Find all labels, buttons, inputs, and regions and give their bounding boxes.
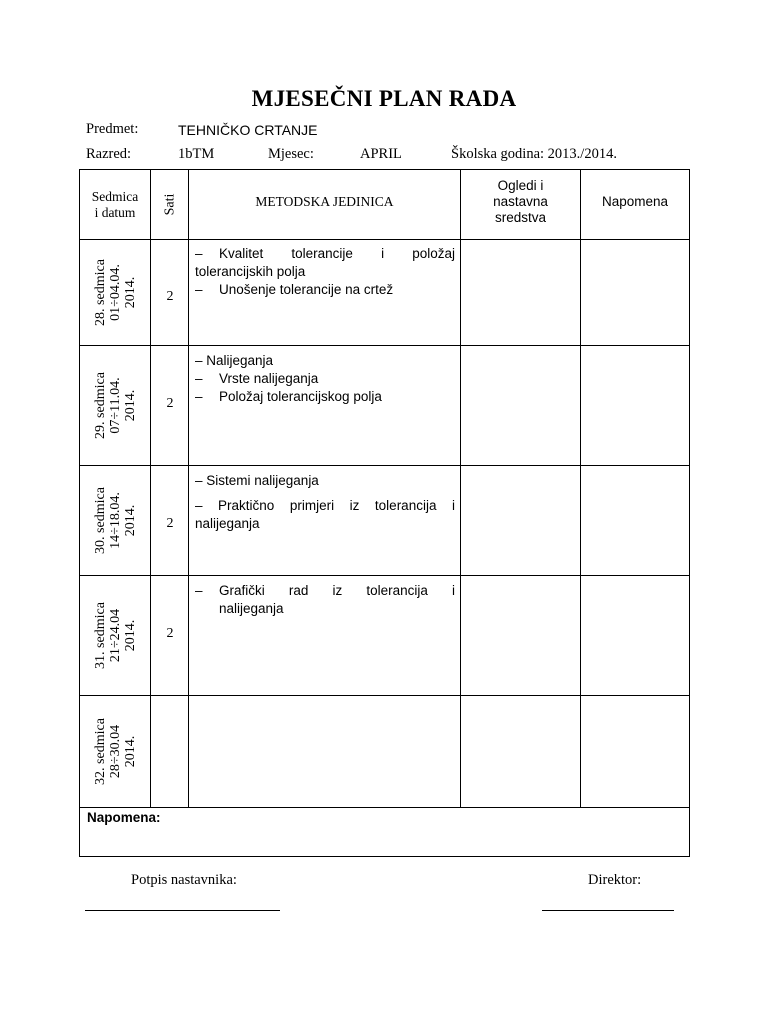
list-item: – Kvalitet tolerancije i položaj xyxy=(195,246,455,261)
week-year: 2014. xyxy=(122,619,138,652)
row-week-date xyxy=(80,576,150,695)
week-year: 2014. xyxy=(122,276,138,309)
list-item-continuation: tolerancijskih polja xyxy=(195,264,306,279)
list-item: – Položaj tolerancijskog polja xyxy=(195,389,382,404)
table-divider xyxy=(80,807,689,808)
list-item: – Unošenje tolerancije na crtež xyxy=(195,282,394,297)
skolska-godina: Školska godina: 2013./2014. xyxy=(451,146,617,162)
date-range: 21÷24.04 xyxy=(107,608,123,663)
table-divider xyxy=(80,345,689,346)
week-label: 28. sedmica xyxy=(92,259,108,326)
header-sati-text: Sati xyxy=(162,193,177,216)
list-item: – Sistemi nalijeganja xyxy=(195,473,319,488)
list-item: – Nalijeganja xyxy=(195,353,274,368)
header-ogledi xyxy=(461,170,580,234)
row-sati: 2 xyxy=(166,289,174,304)
list-item-continuation: nalijeganja xyxy=(195,516,260,531)
header-sati xyxy=(151,170,188,239)
predmet-label: Predmet: xyxy=(86,121,139,137)
plan-table xyxy=(79,169,690,857)
week-label: 31. sedmica xyxy=(92,602,108,669)
predmet-value: TEHNIČKO CRTANJE xyxy=(178,122,318,138)
razred-value: 1bTM xyxy=(178,146,215,162)
mjesec-value: APRIL xyxy=(360,146,402,162)
row-week-date xyxy=(80,466,150,575)
row-metodska xyxy=(195,582,455,618)
week-label: 30. sedmica xyxy=(92,487,108,554)
potpis-label: Potpis nastavnika: xyxy=(131,872,237,888)
header-ogledi-line2: nastavna xyxy=(493,194,548,209)
direktor-signature-line xyxy=(542,910,674,911)
row-metodska xyxy=(195,352,455,406)
header-sedmica-line1: Sedmica xyxy=(91,188,139,204)
table-divider xyxy=(80,239,689,240)
header-ogledi-line1: Ogledi i xyxy=(497,178,544,193)
table-divider xyxy=(80,575,689,576)
date-range: 07÷11.04. xyxy=(107,377,123,434)
row-metodska xyxy=(195,472,455,533)
list-item-continuation: nalijeganja xyxy=(219,601,284,616)
week-year: 2014. xyxy=(122,389,138,422)
list-item: – Grafički rad iz tolerancija i xyxy=(195,583,455,598)
row-sati: 2 xyxy=(166,396,174,411)
row-metodska xyxy=(195,245,455,299)
week-label: 32. sedmica xyxy=(92,718,108,785)
table-divider xyxy=(80,465,689,466)
week-year: 2014. xyxy=(122,735,138,768)
table-divider xyxy=(150,170,151,808)
list-item: – Vrste nalijeganja xyxy=(195,371,319,386)
list-item: – Praktično primjeri iz tolerancija i xyxy=(195,498,455,513)
table-divider xyxy=(460,170,461,808)
date-range: 01÷04.04. xyxy=(107,264,123,321)
date-range: 14÷18.04. xyxy=(107,492,123,549)
date-range: 28÷30.04 xyxy=(107,724,123,779)
header-ogledi-line3: sredstva xyxy=(494,210,547,225)
header-sedmica-line2: i datum xyxy=(94,204,136,220)
row-week-date xyxy=(80,346,150,465)
header-metodska: METODSKA JEDINICA xyxy=(255,194,394,209)
row-sati: 2 xyxy=(166,516,174,531)
direktor-label: Direktor: xyxy=(588,872,642,888)
table-divider xyxy=(80,695,689,696)
header-sedmica xyxy=(80,170,150,239)
razred-label: Razred: xyxy=(86,146,132,162)
mjesec-label: Mjesec: xyxy=(268,146,314,162)
napomena-footer: Napomena: xyxy=(87,810,161,825)
week-year: 2014. xyxy=(122,504,138,537)
table-divider xyxy=(580,170,581,808)
row-sati: 2 xyxy=(166,626,174,641)
table-divider xyxy=(188,170,189,808)
week-label: 29. sedmica xyxy=(92,372,108,439)
potpis-signature-line xyxy=(85,910,280,911)
header-napomena: Napomena xyxy=(601,194,669,209)
row-week-date xyxy=(80,240,150,345)
page-title: MJESEČNI PLAN RADA xyxy=(251,86,517,111)
row-week-date xyxy=(80,696,150,807)
